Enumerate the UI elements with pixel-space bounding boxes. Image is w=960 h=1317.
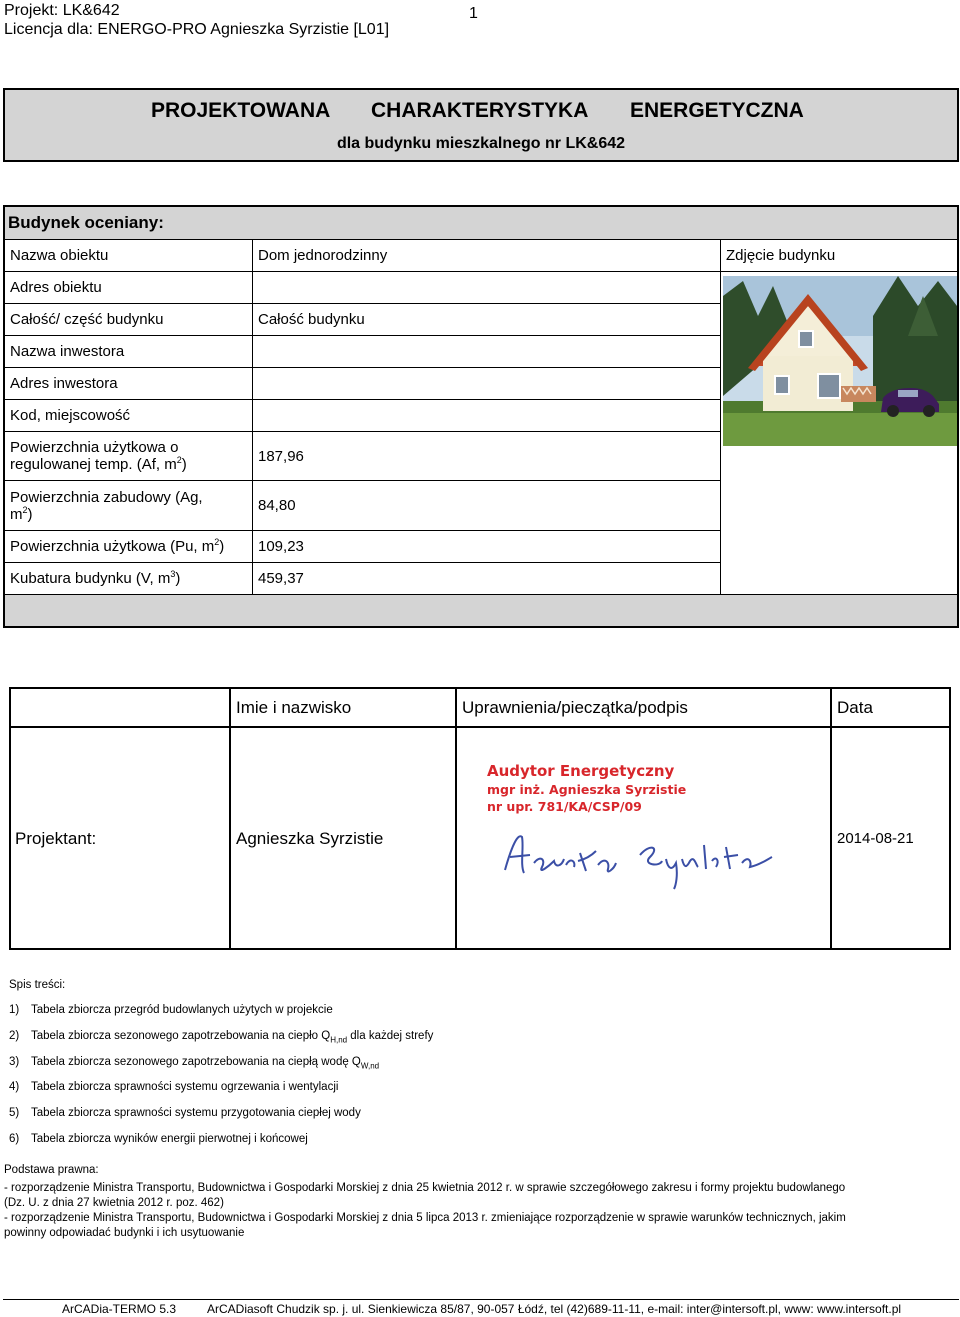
col-date-header: Data bbox=[837, 698, 873, 717]
row-value-building-part: Całość budynku bbox=[252, 303, 721, 336]
row-label-investor-address: Adres inwestora bbox=[4, 367, 253, 400]
row-value-object-address bbox=[252, 271, 721, 304]
toc-text-3a: Tabela zbiorcza sezonowego zapotrzebowania na ciepłą wodę Q bbox=[31, 1056, 361, 1068]
toc-heading: Spis treści: bbox=[9, 979, 66, 991]
area-build-label-b: m bbox=[10, 505, 23, 523]
toc-item-6 bbox=[9, 1133, 19, 1145]
toc-item-1 bbox=[9, 1004, 19, 1016]
section-label: Budynek oceniany: bbox=[8, 213, 164, 232]
row-label-postal-code: Kod, miejscowość bbox=[4, 399, 253, 432]
toc-item-3 bbox=[9, 1056, 19, 1068]
area-use-label-c: ) bbox=[219, 538, 225, 555]
footer-rule bbox=[3, 1299, 959, 1300]
subtitle: dla budynku mieszkalnego nr LK&642 bbox=[336, 135, 626, 152]
stamp-line-2: mgr inż. Agnieszka Syrzistie bbox=[487, 782, 687, 797]
toc-item-4 bbox=[9, 1081, 19, 1093]
legal-line-1: - rozporządzenie Ministra Transportu, Budownictwa i Gospodarki Morskiej z dnia 25 kwietnia 2012 r. w sprawie szczegółowego zakresu i formy projektu budowlanego bbox=[4, 1182, 846, 1194]
col-rights-header: Uprawnienia/pieczątka/podpis bbox=[462, 698, 688, 717]
toc-num: 6) bbox=[9, 1133, 20, 1145]
toc-item-2 bbox=[9, 1030, 19, 1042]
legal-line-4: powinny odpowiadać budynki i ich usytuowanie bbox=[4, 1227, 245, 1239]
area-reg-label-a: Powierzchnia użytkowa o bbox=[10, 439, 179, 456]
toc-text-4: Tabela zbiorcza sprawności systemu ogrzewania i wentylacji bbox=[31, 1081, 339, 1093]
area-reg-sup: 2 bbox=[176, 455, 182, 465]
row-label-object-address: Adres obiektu bbox=[4, 271, 253, 304]
area-use-sup: 2 bbox=[214, 537, 220, 547]
toc-num: 5) bbox=[9, 1107, 20, 1119]
row-label-investor-name: Nazwa inwestora bbox=[4, 335, 253, 368]
license-text: Licencja dla: ENERGO-PRO Agnieszka Syrzistie [L01] bbox=[4, 21, 390, 38]
title-word-1: PROJEKTOWANA bbox=[151, 99, 331, 122]
row-value-investor-address bbox=[252, 367, 721, 400]
volume-label-c: ) bbox=[175, 570, 181, 587]
project-id: Projekt: LK&642 bbox=[4, 2, 120, 19]
title-word-2: CHARAKTERYSTYKA bbox=[371, 99, 589, 122]
designer-role: Projektant: bbox=[15, 829, 97, 848]
toc-num: 4) bbox=[9, 1081, 20, 1093]
volume-label-a: Kubatura budynku (V, m bbox=[10, 570, 171, 587]
row-label-area-usable bbox=[4, 530, 253, 563]
row-label-object-name: Nazwa obiektu bbox=[4, 239, 253, 272]
designer-date: 2014-08-21 bbox=[837, 830, 914, 847]
row-value-area-regulated: 187,96 bbox=[252, 431, 721, 481]
toc-text-6: Tabela zbiorcza wyników energii pierwotnej i końcowej bbox=[31, 1133, 308, 1145]
photo-frame bbox=[720, 271, 958, 595]
row-label-volume bbox=[4, 562, 253, 595]
house-photo bbox=[723, 276, 957, 446]
toc-num: 1) bbox=[9, 1004, 20, 1016]
toc-text-5: Tabela zbiorcza sprawności systemu przygotowania ciepłej wody bbox=[31, 1107, 361, 1119]
legal-line-3: - rozporządzenie Ministra Transportu, Budownictwa i Gospodarki Morskiej z dnia 5 lipca 2013 r. zmieniające rozporządzenie w sprawie warunków technicznych, jakim bbox=[4, 1212, 846, 1224]
toc-num: 2) bbox=[9, 1030, 20, 1042]
row-value-investor-name bbox=[252, 335, 721, 368]
toc-text-2 bbox=[31, 1030, 434, 1045]
stamp-line-3: nr upr. 781/KA/CSP/09 bbox=[487, 799, 642, 814]
row-value-area-built: 84,80 bbox=[252, 480, 721, 531]
signature bbox=[500, 825, 775, 895]
toc-sub-2: H,nd bbox=[330, 1035, 348, 1045]
title-block bbox=[3, 88, 959, 162]
designer-header-line bbox=[10, 726, 950, 728]
toc-num: 3) bbox=[9, 1056, 20, 1068]
toc-sub-3: W,nd bbox=[360, 1061, 380, 1071]
col-name-header: Imie i nazwisko bbox=[236, 698, 352, 717]
toc-text-2b: dla każdej strefy bbox=[347, 1030, 434, 1042]
row-label-area-built bbox=[4, 480, 253, 531]
area-reg-label-b: regulowanej temp. (Af, m bbox=[10, 456, 177, 473]
volume-sup: 3 bbox=[170, 569, 176, 579]
legal-line-2: (Dz. U. z dnia 27 kwietnia 2012 r. poz. 462) bbox=[4, 1197, 224, 1209]
photo-label: Zdjęcie budynku bbox=[720, 239, 958, 272]
footer-company: ArCADiasoft Chudzik sp. j. ul. Sienkiewicza 85/87, 90-057 Łódź, tel (42)689-11-11, e-mail: inter@intersoft.pl, www: www.intersoft.pl bbox=[207, 1302, 902, 1316]
area-build-label-a: Powierzchnia zabudowy (Ag, bbox=[10, 488, 203, 506]
area-reg-label-c: ) bbox=[181, 456, 187, 473]
stamp-line-1: Audytor Energetyczny bbox=[487, 762, 675, 780]
toc-text-3 bbox=[31, 1056, 380, 1071]
title-word-3: ENERGETYCZNA bbox=[630, 99, 804, 122]
area-use-label-a: Powierzchnia użytkowa (Pu, m bbox=[10, 538, 215, 555]
designer-name: Agnieszka Syrzistie bbox=[236, 829, 384, 848]
legal-heading: Podstawa prawna: bbox=[4, 1164, 99, 1176]
row-value-area-usable: 109,23 bbox=[252, 530, 721, 563]
page-number: 1 bbox=[469, 5, 478, 22]
row-label-area-regulated bbox=[4, 431, 253, 481]
row-value-postal-code bbox=[252, 399, 721, 432]
row-value-object-name: Dom jednorodzinny bbox=[252, 239, 721, 272]
area-build-sup: 2 bbox=[22, 504, 28, 515]
footer-software: ArCADia-TERMO 5.3 bbox=[62, 1302, 177, 1316]
toc-text-1: Tabela zbiorcza przegród budowlanych użytych w projekcie bbox=[31, 1004, 333, 1016]
row-value-volume: 459,37 bbox=[252, 562, 721, 595]
toc-text-2a: Tabela zbiorcza sezonowego zapotrzebowania na ciepło Q bbox=[31, 1030, 331, 1042]
row-label-building-part: Całość/ część budynku bbox=[4, 303, 253, 336]
area-build-label-c: ) bbox=[27, 505, 33, 523]
toc-item-5 bbox=[9, 1107, 19, 1119]
